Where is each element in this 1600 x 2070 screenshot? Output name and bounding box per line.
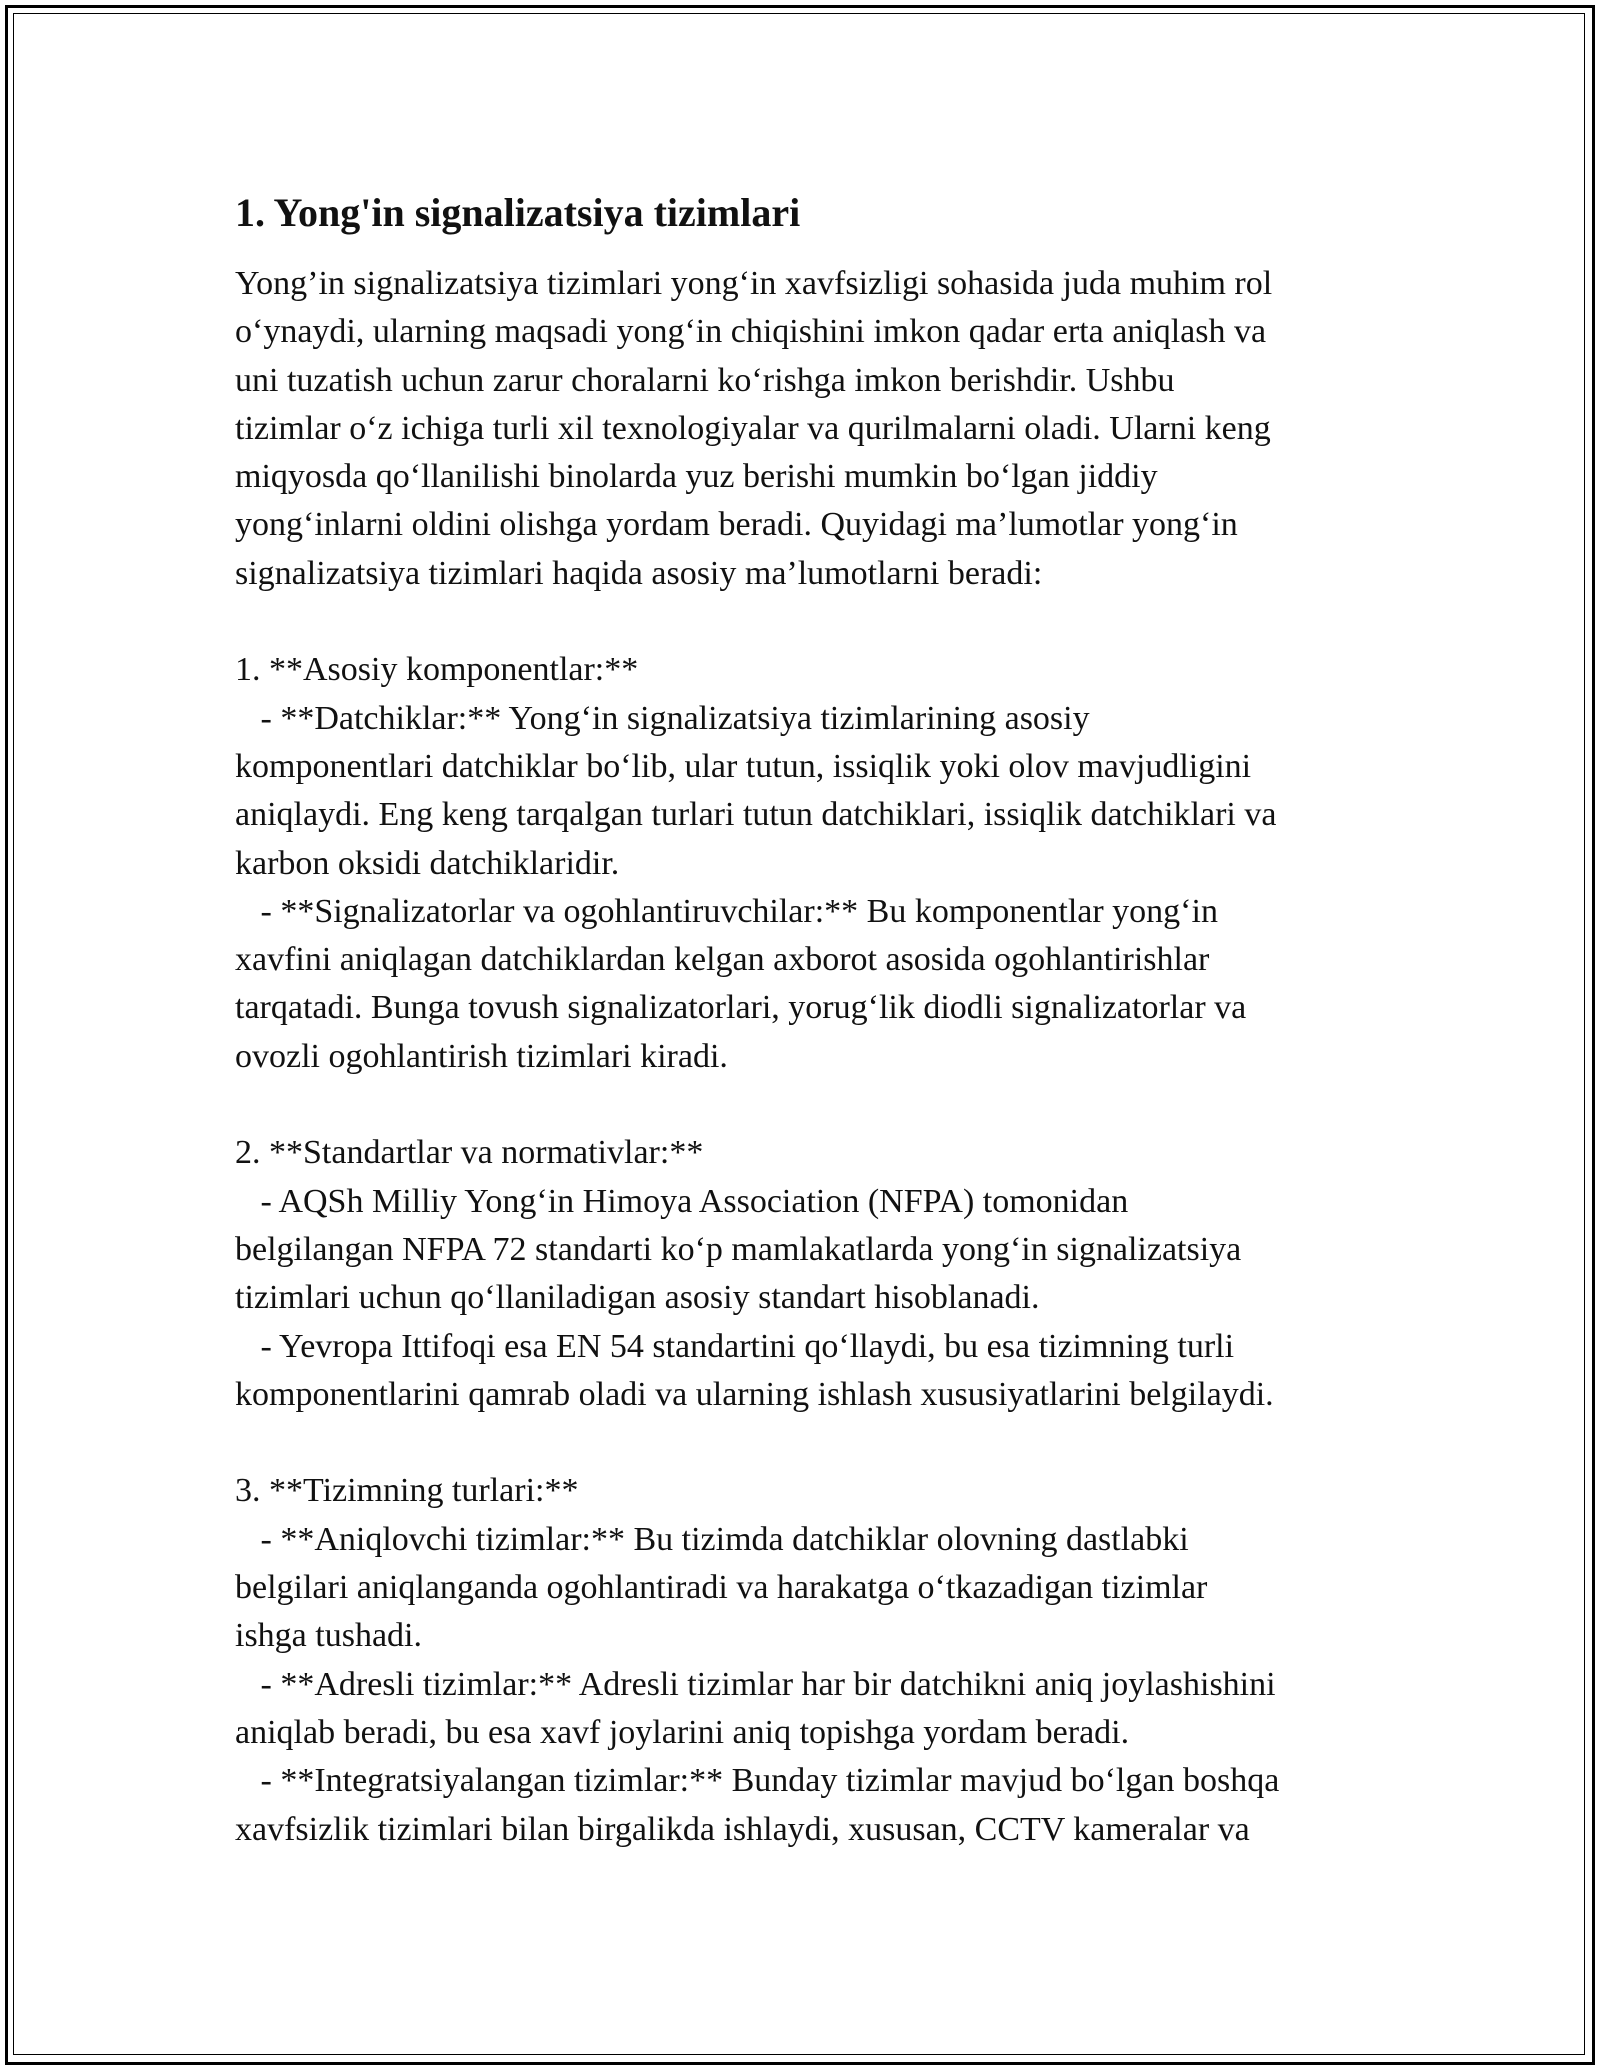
text-line [235, 1081, 1395, 1129]
text-line: signalizatsiya tizimlari haqida asosiy ma’lumotlarni beradi: [235, 554, 1043, 592]
text-line: - **Aniqlovchi tizimlar:** Bu tizimda datchiklar olovning dastlabki [235, 1520, 1189, 1558]
text-line: karbon oksidi datchiklaridir. [235, 844, 620, 882]
text-line: komponentlari datchiklar bo‘lib, ular tutun, issiqlik yoki olov mavjudligini [235, 747, 1252, 785]
text-line: ishga tushadi. [235, 1617, 422, 1655]
text-line: 3. **Tizimning turlari:** [235, 1472, 579, 1510]
text-line: aniqlaydi. Eng keng tarqalgan turlari tutun datchiklari, issiqlik datchiklari va [235, 796, 1277, 834]
text-line [235, 598, 1395, 646]
text-line: uni tuzatish uchun zarur choralarni ko‘rishga imkon berishdir. Ushbu [235, 361, 1175, 399]
text-line: - Yevropa Ittifoqi esa EN 54 standartini qo‘llaydi, bu esa tizimning turli [235, 1327, 1235, 1365]
text-line: - **Datchiklar:** Yong‘in signalizatsiya tizimlarining asosiy [235, 699, 1090, 737]
text-line: - **Adresli tizimlar:** Adresli tizimlar har bir datchikni aniq joylashishini [235, 1665, 1276, 1703]
text-line: 2. **Standartlar va normativlar:** [235, 1134, 704, 1172]
text-line: xavfini aniqlagan datchiklardan kelgan axborot asosida ogohlantirishlar [235, 941, 1210, 979]
text-line: Yong’in signalizatsiya tizimlari yong‘in xavfsizligi sohasida juda muhim rol [235, 265, 1273, 302]
text-line: komponentlarini qamrab oladi va ularning ishlash xususiyatlarini belgilaydi. [235, 1375, 1274, 1413]
text-line: belgilari aniqlanganda ogohlantiradi va harakatga o‘tkazadigan tizimlar [235, 1569, 1208, 1607]
text-line: xavfsizlik tizimlari bilan birgalikda ishlaydi, xususan, CCTV kameralar va [235, 1810, 1250, 1848]
section-heading: 1. Yong'in signalizatsiya tizimlari [235, 190, 801, 235]
body-text [235, 260, 1395, 1854]
text-line: - AQSh Milliy Yong‘in Himoya Association (NFPA) tomonidan [235, 1182, 1129, 1220]
text-line: aniqlab beradi, bu esa xavf joylarini aniq topishga yordam beradi. [235, 1713, 1130, 1751]
text-line: miqyosda qo‘llanilishi binolarda yuz berishi mumkin bo‘lgan jiddiy [235, 458, 1158, 496]
text-line: yong‘inlarni oldini olishga yordam beradi. Quyidagi ma’lumotlar yong‘in [235, 506, 1238, 544]
text-line: tarqatadi. Bunga tovush signalizatorlari, yorug‘lik diodli signalizatorlar va [235, 989, 1247, 1027]
text-line: tizimlar o‘z ichiga turli xil texnologiyalar va qurilmalarni oladi. Ularni keng [235, 409, 1271, 447]
text-line: 1. **Asosiy komponentlar:** [235, 651, 639, 689]
text-line: belgilangan NFPA 72 standarti ko‘p mamlakatlarda yong‘in signalizatsiya [235, 1230, 1242, 1268]
text-line: - **Signalizatorlar va ogohlantiruvchilar:** Bu komponentlar yong‘in [235, 892, 1218, 930]
text-line: o‘ynaydi, ularning maqsadi yong‘in chiqishini imkon qadar erta aniqlash va [235, 313, 1267, 351]
text-line: - **Integratsiyalangan tizimlar:** Bunday tizimlar mavjud bo‘lgan boshqa [235, 1762, 1280, 1800]
text-line [235, 1419, 1395, 1467]
text-line: ovozli ogohlantirish tizimlari kiradi. [235, 1037, 728, 1075]
document-body [235, 185, 1395, 1854]
text-line: tizimlari uchun qo‘llaniladigan asosiy standart hisoblanadi. [235, 1279, 1040, 1317]
